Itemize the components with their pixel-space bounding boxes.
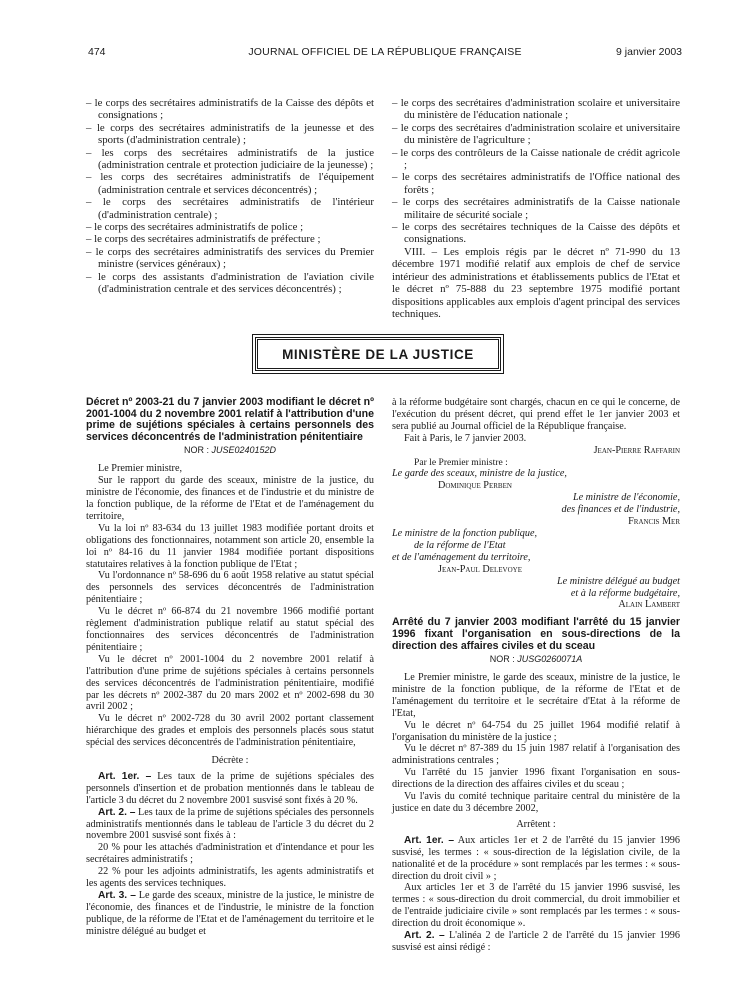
nor-label: NOR : xyxy=(183,445,209,456)
arrete-arretent: Arrêtent : xyxy=(516,818,556,830)
list-item: – le corps des secrétaires administratifs de préfecture ; xyxy=(86,233,374,245)
list-item: – le corps des secrétaires administratifs de l'intérieur (d'administration centrale) ; xyxy=(86,196,374,221)
issue-date: 9 janvier 2003 xyxy=(616,46,682,58)
decree-paragraph: Vu le décret nº 66-874 du 21 novembre 1966 modifié portant règlement d'administration publique relatif au statut spécial des fonctionnaires des services déconcentrés de l'administration pénitentiaire ; xyxy=(86,606,374,653)
journal-title: JOURNAL OFFICIEL DE LA RÉPUBLIQUE FRANÇAISE xyxy=(248,46,522,58)
eco-name: Francis Mer xyxy=(628,516,680,528)
arrete-title: Arrêté du 7 janvier 2003 modifiant l'arrêté du 15 janvier 1996 fixant l'organisation en sous-directions de la direction des affaires civiles et du sceau xyxy=(392,616,680,652)
decree-paragraph: 22 % pour les adjoints administratifs, les agents administratifs et les agents des services techniques. xyxy=(86,866,374,890)
list-item: – le corps des secrétaires administratifs des services du Premier ministre (services généraux) ; xyxy=(86,246,374,271)
list-item: – le corps des secrétaires administratifs de police ; xyxy=(86,221,374,233)
list-item: – le corps des secrétaires techniques de la Caisse des dépôts et consignations. xyxy=(392,221,680,246)
list-item: – le corps des secrétaires administratifs de la Caisse nationale militaire de sécurité sociale ; xyxy=(392,196,680,221)
decree-paragraph: 20 % pour les attachés d'administration et d'intendance et pour les secrétaires administratifs ; xyxy=(86,842,374,866)
top-left-column xyxy=(86,97,374,296)
arrete-paragraph: Vu le décret nº 87-389 du 15 juin 1987 relatif à l'organisation des administrations centrales ; xyxy=(392,743,680,767)
article-label: Art. 2. – xyxy=(98,806,136,818)
corps-list-left xyxy=(86,97,374,296)
ministry-banner xyxy=(255,337,501,371)
nor-code: JUSE0240152D xyxy=(211,445,277,456)
decree-paragraph: Vu le décret nº 2001-1004 du 2 novembre 2001 relatif à l'attribution d'une prime de sujétions spéciales à certains personnels des services déconcentrés de l'administration pénitentiaire, modifié par les décrets nº 2002-387 du 20 mars 2002 et nº 2002-698 du 30 avril 2002 ; xyxy=(86,653,374,713)
page-number: 474 xyxy=(88,46,106,58)
fp-title-1: Le ministre de la fonction publique, xyxy=(392,527,538,539)
nor-label: NOR : xyxy=(489,654,515,665)
article-text: Aux articles 1er et 2 de l'arrêté du 15 janvier 1996 susvisé, les termes : « sous-direction de la législation civile, de la nationalité et de la procédure » sont remplacés par les termes : « sous-direction du droit civil » ; xyxy=(392,834,680,882)
decree-title: Décret nº 2003-21 du 7 janvier 2003 modifiant le décret nº 2001-1004 du 2 novembre 2001 relatif à l'attribution d'une prime de sujétions spéciales à certains personnels des services déconcentrés de l'administration pénitentiaire xyxy=(86,396,374,443)
arrete-article-1 xyxy=(392,835,680,883)
fp-title-2: de la réforme de l'Etat xyxy=(414,539,506,551)
article-text: Le garde des sceaux, ministre de la justice, le ministre de l'économie, des finances et de l'industrie, le ministre de la fonction publique, de la réforme de l'Etat et de l'aménagement du territoire et le ministre délégué au budget et xyxy=(86,890,374,937)
article-text: L'alinéa 2 de l'article 2 de l'arrêté du 15 janvier 1996 susvisé est ainsi rédigé : xyxy=(392,930,680,953)
list-item: – le corps des assistants d'administration de l'aviation civile (d'administration centrale et des services déconcentrés) ; xyxy=(86,271,374,296)
arrete-paragraph: Aux articles 1er et 3 de l'arrêté du 15 janvier 1996 susvisé, les termes : « sous-direction du droit commercial, du droit immobilier et de l'entraide judiciaire civile » sont remplacés par les termes : « sous-direction du droit économique ». xyxy=(392,882,680,930)
article-label: Art. 2. – xyxy=(404,930,445,942)
article-label: Art. 1er. – xyxy=(98,770,152,782)
list-item: – le corps des secrétaires administratifs de la jeunesse et des sports (d'administration centrale) ; xyxy=(86,122,374,147)
list-item: – le corps des secrétaires d'administration scolaire et universitaire du ministère de l'agriculture ; xyxy=(392,122,680,147)
right-lower-column xyxy=(392,397,680,954)
arrete-article-2 xyxy=(392,930,680,954)
arrete-paragraph: Le Premier ministre, le garde des sceaux, ministre de la justice, le ministre de la fonction publique, de la réforme de l'Etat et de l'aménagement du territoire et le secrétaire d'Etat à la réforme de l'Etat, xyxy=(392,672,680,719)
section-viii-paragraph: VIII. – Les emplois régis par le décret nº 71-990 du 13 décembre 1971 modifié relatif aux emplois de chef de service intérieur des administrations et établissements publics de l'Etat et le décret nº 75-888 du 23 septembre 1975 modifié portant dispositions applicables aux emplois d'agent principal des services techniques. xyxy=(392,245,680,320)
decree-paragraph: Vu la loi nº 83-634 du 13 juillet 1983 modifiée portant droits et obligations des fonctionnaires, notamment son article 20, ensemble la loi nº 84-16 du 11 janvier 1984 modifiée portant dispositions statutaires relatives à la fonction publique de l'Etat ; xyxy=(86,522,374,570)
article-text: Les taux de la prime de sujétions spéciales des personnels d'insertion et de probation mentionnés dans le tableau de l'article 3 du décret du 2 novembre 2001 susvisé sont fixés à 20 %. xyxy=(86,770,374,806)
decree-continuation: à la réforme budgétaire sont chargés, chacun en ce qui le concerne, de l'exécution du présent décret, qui prend effet le 1er janvier 2003 et sera publié au Journal officiel de la République française. xyxy=(392,397,680,432)
decree-paragraph: Vu l'ordonnance nº 58-696 du 6 août 1958 relative au statut spécial des personnels des services déconcentrés de l'administration pénitentiaire ; xyxy=(86,570,374,606)
list-item: – le corps des contrôleurs de la Caisse nationale de crédit agricole ; xyxy=(392,147,680,172)
article-label: Art. 1er. – xyxy=(404,834,455,846)
decree-paragraph: Sur le rapport du garde des sceaux, ministre de la justice, du ministre de l'économie, des finances et de l'industrie et du ministre de la fonction publique, de la réforme de l'Etat et de l'aménagement du territoire, xyxy=(86,475,374,522)
ministry-banner-text: MINISTÈRE DE LA JUSTICE xyxy=(282,346,474,362)
list-item: – le corps des secrétaires administratifs de l'Office national des forêts ; xyxy=(392,171,680,196)
fp-name: Jean-Paul Delevoye xyxy=(438,563,522,575)
decree-article-2 xyxy=(86,807,374,843)
budget-name: Alain Lambert xyxy=(618,599,680,611)
nor-code: JUSG0260071A xyxy=(517,654,583,665)
list-item: – le corps des secrétaires d'administration scolaire et universitaire du ministère de l'éducation nationale ; xyxy=(392,97,680,122)
eco-title-2: des finances et de l'industrie, xyxy=(561,504,680,516)
list-item: – les corps des secrétaires administratifs de la justice (administration centrale et protection judiciaire de la jeunesse) ; xyxy=(86,147,374,172)
decree-column xyxy=(86,397,374,938)
decree-decrete: Décrète : xyxy=(211,755,249,767)
decree-paragraph: Le Premier ministre, xyxy=(98,463,183,475)
list-item: – les corps des secrétaires administratifs de l'équipement (administration centrale et services déconcentrés) ; xyxy=(86,171,374,196)
article-label: Art. 3. – xyxy=(98,890,136,901)
decree-nor xyxy=(86,445,374,457)
budget-title-1: Le ministre délégué au budget xyxy=(557,575,680,587)
arrete-paragraph: Vu l'avis du comité technique paritaire central du ministère de la justice en date du 3 décembre 2002, xyxy=(392,791,680,814)
arrete-paragraph: Vu l'arrêté du 15 janvier 1996 fixant l'organisation en sous-directions de la direction des affaires civiles et du sceau ; xyxy=(392,767,680,791)
signatory-pm: Jean-Pierre Raffarin xyxy=(593,444,680,456)
eco-title-1: Le ministre de l'économie, xyxy=(572,492,680,504)
arrete-nor xyxy=(392,654,680,666)
by-prime-minister: Par le Premier ministre : xyxy=(414,456,508,468)
decree-paragraph: Vu le décret nº 2002-728 du 30 avril 2002 portant classement hiérarchique des grades et emplois des personnels placés sous statut spécial des services déconcentrés de l'administration pénitentiaire, xyxy=(86,713,374,749)
top-right-column xyxy=(392,97,680,320)
garde-name: Dominique Perben xyxy=(438,480,512,492)
garde-title: Le garde des sceaux, ministre de la justice, xyxy=(392,468,567,480)
decree-article-3 xyxy=(86,890,374,938)
decree-article-1 xyxy=(86,771,374,807)
list-item: – le corps des secrétaires administratifs de la Caisse des dépôts et consignations ; xyxy=(86,97,374,122)
fp-title-3: et de l'aménagement du territoire, xyxy=(392,551,531,563)
corps-list-right xyxy=(392,97,680,246)
arrete-paragraph: Vu le décret nº 64-754 du 25 juillet 1964 modifié relatif à l'organisation du ministère de la justice ; xyxy=(392,719,680,743)
article-text: Les taux de la prime de sujétions spéciales des personnels administratifs mentionnés dans le tableau de l'article 3 du décret du 2 novembre 2001 susvisé sont fixés à : xyxy=(86,806,374,842)
decree-done-at: Fait à Paris, le 7 janvier 2003. xyxy=(404,432,527,444)
budget-title-2: et à la réforme budgétaire, xyxy=(570,587,680,599)
